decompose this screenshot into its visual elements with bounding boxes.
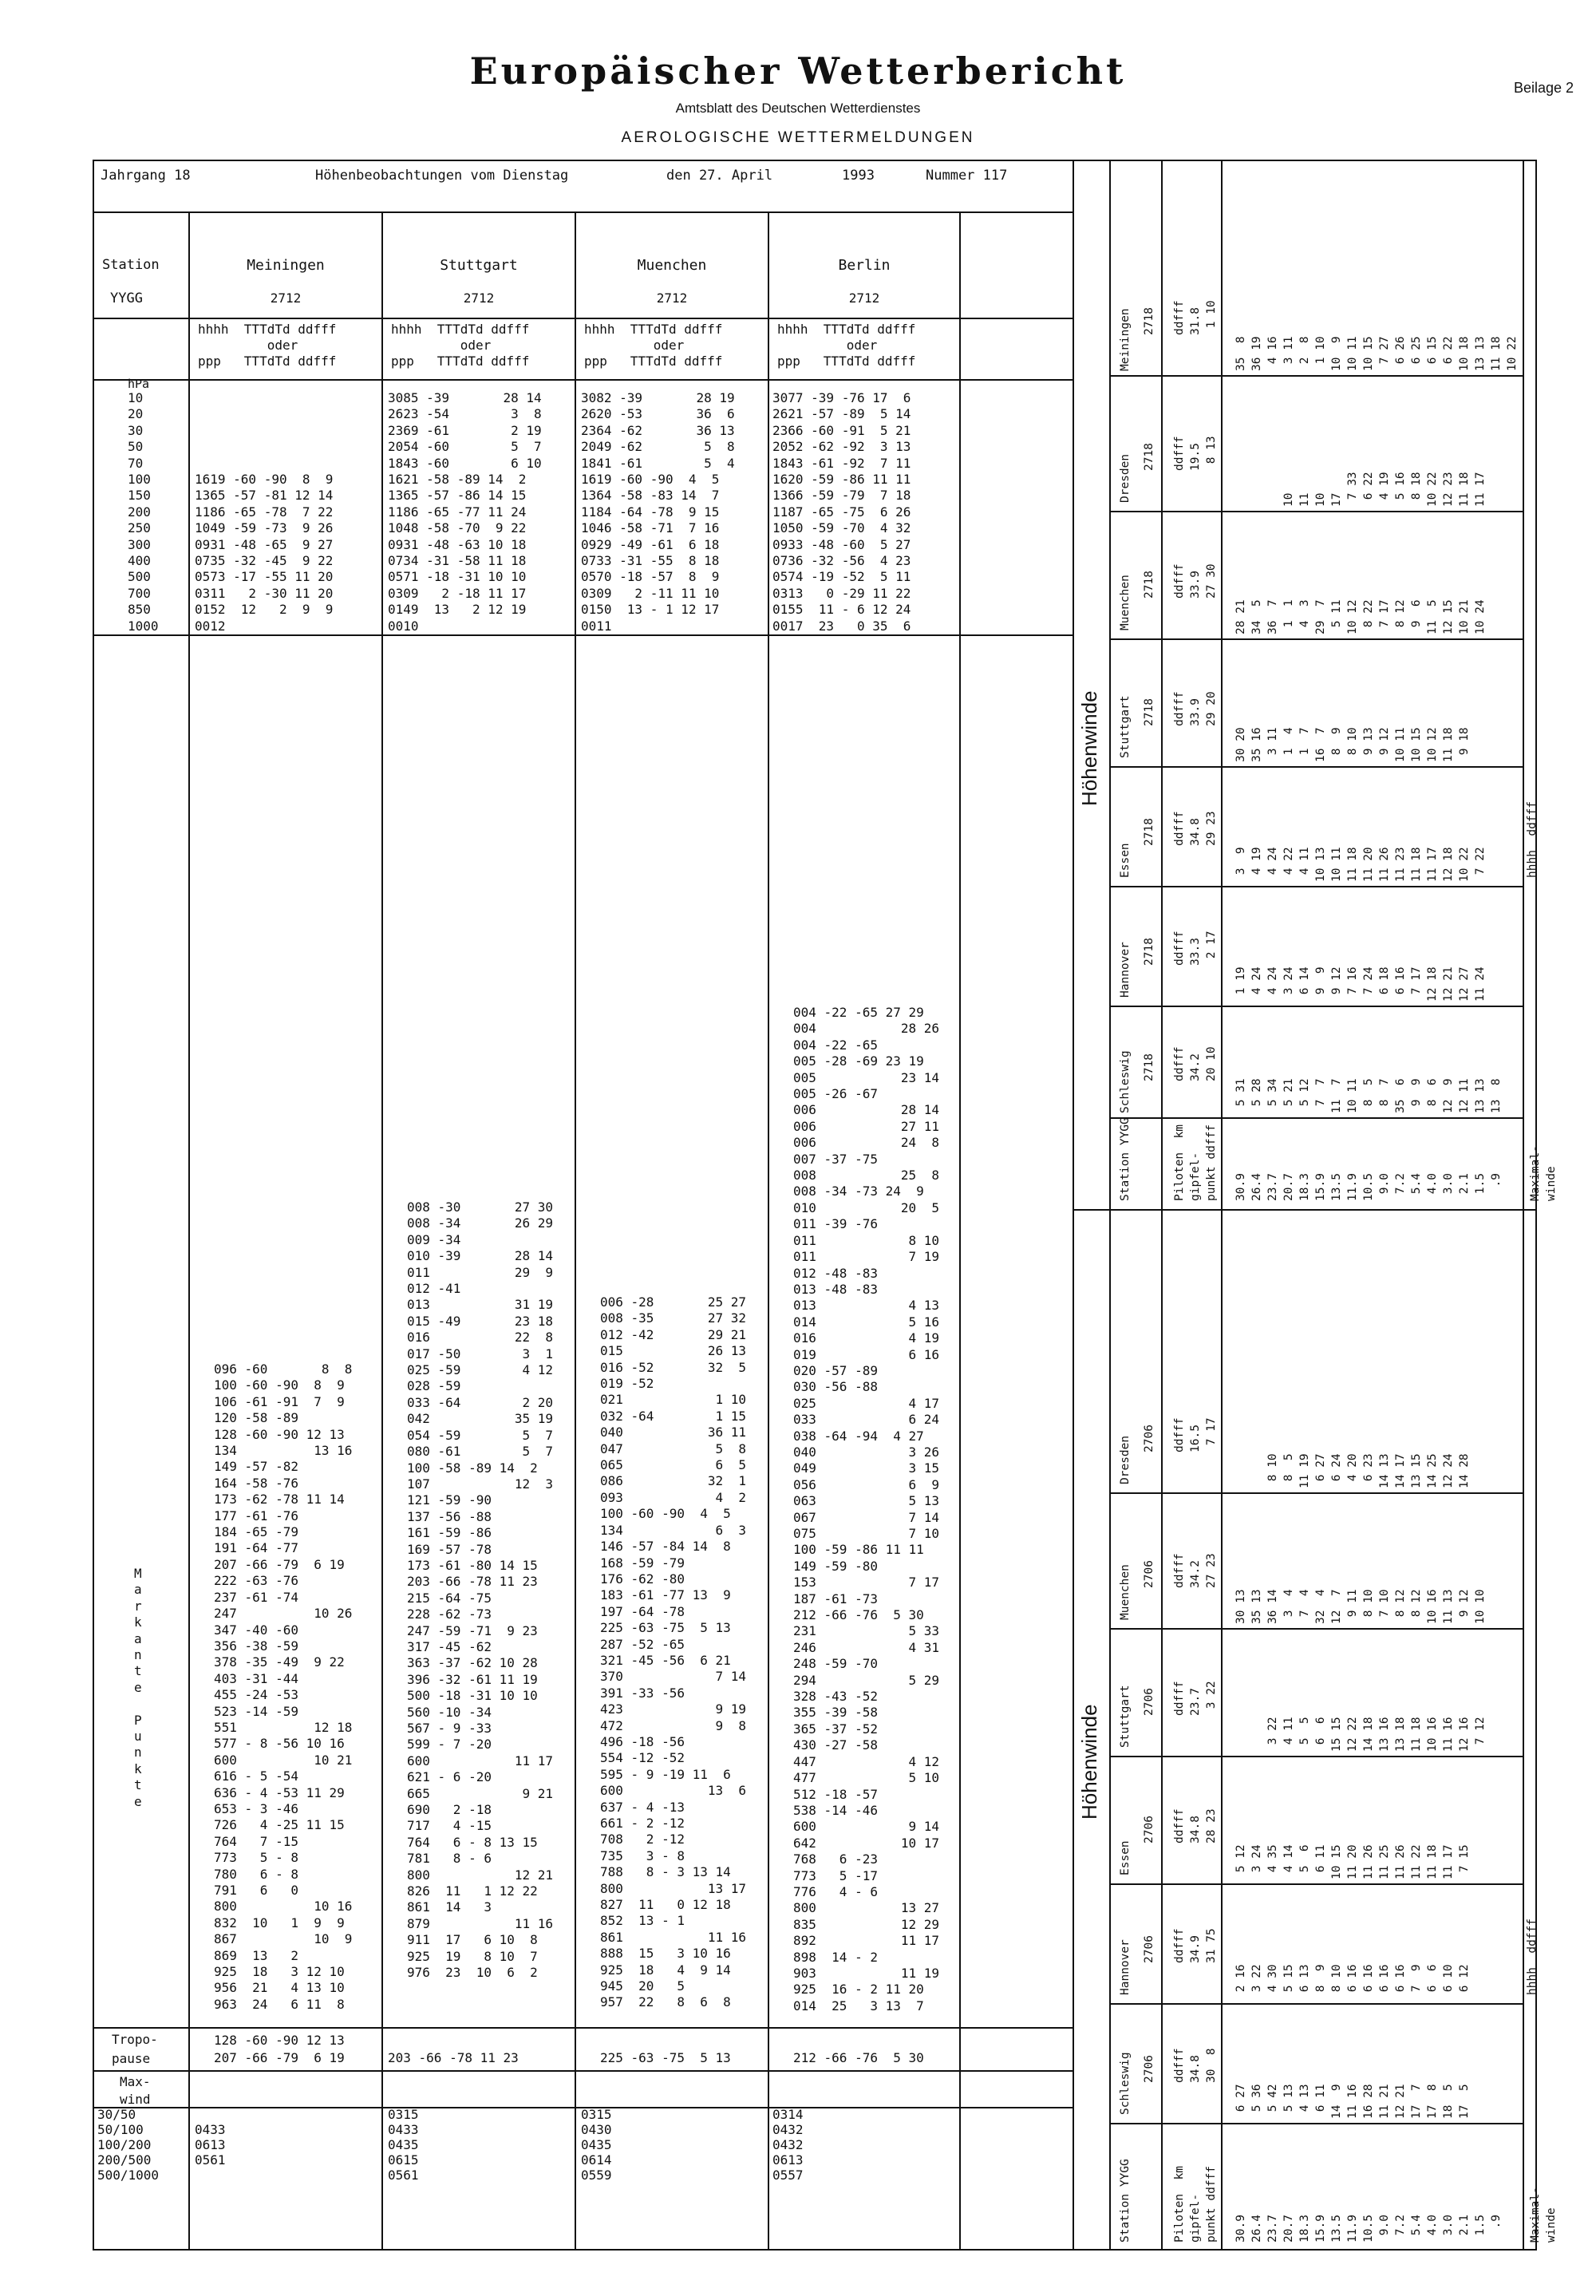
- pilot-top-data-essen: 3 9 4 19 4 24 4 22 4 11 10 13 10 11 11 18 11 20 11 26 11 23 11 18 11 17 12 18 10 22 7 22: [1235, 847, 1487, 882]
- year: 1993: [842, 168, 875, 184]
- tropopause-berlin: 212 -66 -76 5 30: [793, 2050, 924, 2065]
- pilot-top-station-yygg: Station YYGG: [1119, 1117, 1132, 1201]
- pilot-top-name-hannover: Hannover: [1119, 942, 1132, 998]
- pilot-bot-col-2: [1221, 1209, 1223, 2251]
- station-name-meiningen: Meiningen: [247, 257, 325, 274]
- pilot-top-name-muenchen: Muenchen: [1119, 575, 1132, 630]
- pilot-top-row-5: [1109, 886, 1523, 887]
- pilot-top-row-6: [1109, 1006, 1523, 1007]
- wind-levels: 30/50 50/100 100/200 200/500 500/1000: [97, 2107, 160, 2183]
- pilot-bot-yygg-essen: 2706: [1143, 1816, 1156, 1844]
- pilot-top-head-essen: ddfff 34.8 29 23: [1173, 811, 1218, 846]
- vline-2: [381, 211, 383, 2251]
- maxwind-berlin: 0314 0432 0432 0613 0557: [772, 2107, 804, 2183]
- tropopause-meiningen: 128 -60 -90 12 13 207 -66 -79 6 19: [214, 2033, 345, 2065]
- page-title: Europäischer Wetterbericht: [469, 49, 1127, 93]
- station-name-stuttgart: Stuttgart: [440, 257, 518, 274]
- pilot-top-head-dresden: ddfff 19.5 8 13: [1173, 436, 1218, 471]
- rule-head: [93, 318, 1073, 319]
- maxwind-muenchen: 0315 0430 0435 0614 0559: [581, 2107, 612, 2183]
- vline-7: [1109, 160, 1111, 2251]
- tropopause-muenchen: 225 -63 -75 5 13: [600, 2050, 731, 2065]
- pilot-bot-head-muenchen: ddfff 34.2 27 23: [1173, 1553, 1218, 1588]
- pilot-top-data-schleswig: 5 31 5 28 5 34 5 21 5 12 7 7 11 7 10 11 8 5 8 7 35 6 9 9 8 6 12 9 12 11 13 13 13 8: [1235, 1078, 1503, 1113]
- station-yygg-muenchen: 2712: [656, 290, 688, 306]
- pilot-top-piloten-km: 30.9 26.4 23.7 20.7 18.3 15.9 13.5 11.9 10.5 9.0 7.2 5.4 4.0 3.0 2.1 1.5 .9: [1235, 1173, 1503, 1201]
- date: den 27. April: [666, 168, 773, 184]
- pilot-top-yygg-schleswig: 2718: [1143, 1053, 1156, 1081]
- station-yygg-meiningen: 2712: [270, 290, 302, 306]
- sig-points-berlin: 004 -22 -65 27 29 004 28 26 004 -22 -65 005 -28 -69 23 19 005 23 14 005 -26 -67 006 28 14 006 27 11 006 24 8 007 -37 -75 008 25 8 008 -34 -73 24 9 010 20 5 011 -39 -76 011 8 10 011 7 19 012 -48 -83 013 -48 -83 013 4 13 014 5 16 016 4 19 019 6 16 020 -57 -89 030 -56 -88 025 4 17 033 6 24 038 -64 -94 4 27 040 3 26 049 3 15 056 6 9 063 5 13 067 7 14 075 7 10 100 -59 -86 11 11 149 -59 -80 153 7 17 187 -61 -73 212 -66 -76 5 30 231 5 33 246 4 31 248 -59 -70 294 5 29 328 -43 -52 355 -39 -58 365 -37 -52 430 -27 -58 447 4 12 477 5 10 512 -18 -57 538 -14 -46 600 9 14 642 10 17 768 6 -23 773 5 -17 776 4 - 6 800 13 27 835 12 29 892 11 17 898 14 - 2 903 11 19 925 16 - 2 11 20 014 25 3 13 7: [793, 1005, 940, 2013]
- station-label: Station: [102, 257, 160, 273]
- markante-punkte-label: M a r k a n t e P u n k t e: [134, 1566, 142, 1809]
- pilot-bot-row-4: [1109, 1883, 1523, 1885]
- std-levels-stuttgart: 3085 -39 28 14 2623 -54 3 8 2369 -61 2 19 2054 -60 5 7 1843 -60 6 10 1621 -58 -89 14 2 1365 -57 -86 14 15 1186 -65 -77 11 24 1048 -58 -70 9 22 0931 -48 -63 10 18 0734 -31 -58 11 18 0571 -18 -31 10 10 0309 2 -18 11 17 0149 13 2 12 19 0010: [388, 390, 542, 634]
- pilot-top-yygg-muenchen: 2718: [1143, 571, 1156, 599]
- tropopause-stuttgart: 203 -66 -78 11 23: [388, 2050, 519, 2065]
- pilot-bot-piloten-km: 30.9 26.4 23.7 20.7 18.3 15.9 13.5 11.9 10.5 9.0 7.2 5.4 4.0 3.0 2.1 1.5 .9: [1235, 2215, 1503, 2243]
- pilot-top-head-stuttgart: ddfff 33.9 29 20: [1173, 691, 1218, 726]
- vline-5: [959, 211, 961, 2251]
- rule-sig: [93, 2027, 1073, 2029]
- pilot-bot-data-schleswig: 6 27 5 36 5 42 5 13 4 13 6 11 14 9 11 16 16 28 11 21 12 21 17 7 17 8 18 5 17 5: [1235, 2084, 1471, 2119]
- rule-trop: [93, 2070, 1073, 2072]
- pilot-bot-data-muenchen: 30 13 35 13 36 14 3 4 7 4 32 4 12 7 9 11 8 10 7 10 8 12 8 12 10 16 11 13 9 12 10 10: [1235, 1589, 1487, 1624]
- pilot-bot-yygg-hannover: 2706: [1143, 1935, 1156, 1963]
- section-title: AEROLOGISCHE WETTERMELDUNGEN: [621, 129, 975, 146]
- station-name-muenchen: Muenchen: [637, 257, 707, 274]
- pilot-bot-yygg-dresden: 2706: [1143, 1425, 1156, 1452]
- pilot-top-data-dresden: 10 11 10 17 7 33 6 22 4 19 5 16 8 18 10 22 12 23 11 18 11 17: [1282, 472, 1487, 507]
- pilot-top-row-4: [1109, 766, 1523, 768]
- colhead-bottom-stuttgart: ppp TTTdTd ddfff: [391, 354, 530, 369]
- colhead-top-meiningen: hhhh TTTdTd ddfff oder: [198, 322, 337, 354]
- maxwind-stuttgart: 0315 0433 0435 0615 0561: [388, 2107, 419, 2183]
- pilot-bot-maximal: Maximal- winde: [1529, 2187, 1558, 2243]
- colhead-bottom-berlin: ppp TTTdTd ddfff: [777, 354, 916, 369]
- pilot-top-data-stuttgart: 30 20 35 16 3 11 1 4 1 7 16 7 8 9 8 10 9 13 9 12 10 11 10 15 10 12 11 18 9 18: [1235, 727, 1471, 762]
- pilot-bot-head-essen: ddfff 34.8 28 23: [1173, 1808, 1218, 1844]
- pilot-bot-data-essen: 5 12 3 24 4 35 4 14 5 6 6 11 10 15 11 20 11 26 11 25 11 26 11 22 11 18 11 17 7 15: [1235, 1844, 1471, 1879]
- pilot-top-data-hannover: 1 19 4 24 4 24 3 24 6 14 9 9 9 12 7 16 7 24 6 18 6 16 7 17 12 18 12 21 12 27 11 24: [1235, 966, 1487, 1002]
- station-yygg-stuttgart: 2712: [463, 290, 495, 306]
- description: Höhenbeobachtungen vom Dienstag: [315, 168, 569, 184]
- yygg-label: YYGG: [110, 290, 143, 306]
- pilot-top-yygg-essen: 2718: [1143, 818, 1156, 846]
- jahrgang: Jahrgang 18: [101, 168, 191, 184]
- pilot-top-yygg-dresden: 2718: [1143, 443, 1156, 471]
- pilot-top-head-schleswig: ddfff 34.2 20 10: [1173, 1046, 1218, 1081]
- pilot-top-name-schleswig: Schleswig: [1119, 1050, 1132, 1113]
- std-levels-berlin: 3077 -39 -76 17 6 2621 -57 -89 5 14 2366 -60 -91 5 21 2052 -62 -92 3 13 1843 -61 -92 7 11 1620 -59 -86 11 11 1366 -59 -79 7 18 1187 -65 -75 6 26 1050 -59 -70 4 32 0933 -48 -60 5 27 0736 -32 -56 4 23 0574 -19 -52 5 11 0313 0 -29 11 22 0155 11 - 6 12 24 0017 23 0 35 6: [772, 390, 911, 634]
- pilot-bot-row-5: [1109, 2003, 1523, 2005]
- pilot-top-yygg-stuttgart: 2718: [1143, 698, 1156, 726]
- pilot-bot-head-stuttgart: ddfff 23.7 3 22: [1173, 1681, 1218, 1716]
- pilot-top-yygg-meiningen: 2718: [1143, 307, 1156, 335]
- page-subtitle: Amtsblatt des Deutschen Wetterdienstes: [675, 101, 921, 116]
- hpa-label: hPa: [128, 377, 150, 391]
- rule-info: [93, 211, 1073, 213]
- pilot-bot-piloten-head: Piloten km gipfel- punkt ddfff: [1173, 2165, 1218, 2243]
- pilot-top-name-essen: Essen: [1119, 843, 1132, 878]
- pilot-bot-name-essen: Essen: [1119, 1840, 1132, 1875]
- vline-1: [188, 211, 190, 2251]
- vline-6: [1073, 160, 1074, 2251]
- pilot-top-col-2: [1221, 160, 1223, 1209]
- rule-std: [93, 634, 1073, 636]
- rule-hoehenwinde-split: [1073, 1209, 1109, 1211]
- pilot-top-data-meiningen: 35 8 36 19 4 16 3 11 2 8 1 10 10 9 10 11 10 15 7 27 6 26 6 25 6 15 6 22 10 18 13 13 11 18 10 22: [1235, 336, 1519, 371]
- beilage-label: Beilage 2: [1513, 80, 1574, 96]
- pilot-top-row-3: [1109, 638, 1523, 640]
- sig-points-meiningen: 096 -60 8 8 100 -60 -90 8 9 106 -61 -91 7 9 120 -58 -89 128 -60 -90 12 13 134 13 16 149 -57 -82 164 -58 -76 173 -62 -78 11 14 177 -61 -76 184 -65 -79 191 -64 -77 207 -66 -79 6 19 222 -63 -76 237 -61 -74 247 10 26 347 -40 -60 356 -38 -59 378 -35 -49 9 22 403 -31 -44 455 -24 -53 523 -14 -59 551 12 18 577 - 8 -56 10 16 600 10 21 616 - 5 -54 636 - 4 -53 11 29 653 - 3 -46 726 4 -25 11 15 764 7 -15 773 5 - 8 780 6 - 8 791 6 0 800 10 16 832 10 1 9 9 867 10 9 869 13 2 925 18 3 12 10 956 21 4 13 10 963 24 6 11 8: [214, 1361, 353, 2012]
- hoehenwinde-label-top: Höhenwinde: [1077, 690, 1101, 806]
- rule-pilot-split: [1109, 1209, 1537, 1211]
- pilot-bot-row-6: [1109, 2123, 1523, 2124]
- pilot-bot-station-yygg: Station YYGG: [1119, 2159, 1132, 2243]
- pilot-top-name-dresden: Dresden: [1119, 453, 1132, 503]
- colhead-bottom-muenchen: ppp TTTdTd ddfff: [584, 354, 723, 369]
- nummer: Nummer 117: [926, 168, 1008, 184]
- pilot-top-footer: hhhh ddfff: [1526, 800, 1539, 878]
- pilot-top-row-2: [1109, 511, 1523, 512]
- vline-3: [575, 211, 576, 2251]
- pilot-bot-row-3: [1109, 1756, 1523, 1757]
- pilot-bot-name-schleswig: Schleswig: [1119, 2052, 1132, 2115]
- hoehenwinde-label-bottom: Höhenwinde: [1077, 1704, 1101, 1820]
- pilot-top-name-meiningen: Meiningen: [1119, 308, 1132, 371]
- pilot-top-head-meiningen: ddfff 31.8 1 10: [1173, 300, 1218, 335]
- pilot-top-row-7: [1109, 1117, 1523, 1119]
- pilot-top-head-hannover: ddfff 33.3 2 17: [1173, 931, 1218, 966]
- pilot-top-data-muenchen: 28 21 34 5 36 7 1 1 4 3 29 7 5 11 10 12 8 22 7 17 8 12 9 6 11 5 12 15 10 21 10 24: [1235, 599, 1487, 634]
- pilot-bot-yygg-stuttgart: 2706: [1143, 1688, 1156, 1716]
- colhead-top-berlin: hhhh TTTdTd ddfff oder: [777, 322, 916, 354]
- pilot-bot-data-stuttgart: 3 22 4 11 5 5 6 6 15 15 12 22 14 18 13 16 13 18 11 18 10 16 11 16 12 16 7 12: [1266, 1717, 1487, 1752]
- pilot-top-yygg-hannover: 2718: [1143, 938, 1156, 966]
- pressure-levels: 10 20 30 50 70 100 150 200 250 300 400 500 700 850 1000: [128, 390, 159, 634]
- rule-colhead: [93, 379, 1073, 381]
- pilot-top-head-muenchen: ddfff 33.9 27 30: [1173, 563, 1218, 599]
- pilot-top-row-1: [1109, 375, 1523, 377]
- pilot-bot-data-dresden: 8 10 8 5 11 19 6 27 6 24 4 20 6 23 14 13 14 17 13 15 14 25 12 24 14 28: [1266, 1453, 1471, 1488]
- station-yygg-berlin: 2712: [848, 290, 880, 306]
- pilot-bot-head-schleswig: ddfff 34.8 30 8: [1173, 2048, 1218, 2083]
- pilot-bot-yygg-schleswig: 2706: [1143, 2055, 1156, 2083]
- pilot-top-name-stuttgart: Stuttgart: [1119, 695, 1132, 758]
- pilot-bot-row-1: [1109, 1492, 1523, 1494]
- pilot-bot-name-muenchen: Muenchen: [1119, 1564, 1132, 1620]
- pilot-bot-head-dresden: ddfff 16.5 7 17: [1173, 1417, 1218, 1452]
- pilot-bot-name-hannover: Hannover: [1119, 1939, 1132, 1995]
- colhead-top-stuttgart: hhhh TTTdTd ddfff oder: [391, 322, 530, 354]
- maxwind-meiningen: 0433 0613 0561: [195, 2122, 226, 2168]
- pilot-bot-yygg-muenchen: 2706: [1143, 1560, 1156, 1588]
- sig-points-muenchen: 006 -28 25 27 008 -35 27 32 012 -42 29 21 015 26 13 016 -52 32 5 019 -52 021 1 10 032 -64 1 15 040 36 11 047 5 8 065 6 5 086 32 1 093 4 2 100 -60 -90 4 5 134 6 3 146 -57 -84 14 8 168 -59 -79 176 -62 -80 183 -61 -77 13 9 197 -64 -78 225 -63 -75 5 13 287 -52 -65 321 -45 -56 6 21 370 7 14 391 -33 -56 423 9 19 472 9 8 496 -18 -56 554 -12 -52 595 - 9 -19 11 6 600 13 6 637 - 4 -13 661 - 2 -12 708 2 -12 735 3 - 8 788 8 - 3 13 14 800 13 17 827 11 0 12 18 852 13 - 1 861 11 16 888 15 3 10 16 925 18 4 9 14 945 20 5 957 22 8 6 8: [600, 1294, 747, 2010]
- sig-points-stuttgart: 008 -30 27 30 008 -34 26 29 009 -34 010 -39 28 14 011 29 9 012 -41 013 31 19 015 -49 23 18 016 22 8 017 -50 3 1 025 -59 4 12 028 -59 033 -64 2 20 042 35 19 054 -59 5 7 080 -61 5 7 100 -58 -89 14 2 107 12 3 121 -59 -90 137 -56 -88 161 -59 -86 169 -57 -78 173 -61 -80 14 15 203 -66 -78 11 23 215 -64 -75 228 -62 -73 247 -59 -71 9 23 317 -45 -62 363 -37 -62 10 28 396 -32 -61 11 19 500 -18 -31 10 10 560 -10 -34 567 - 9 -33 599 - 7 -20 600 11 17 621 - 6 -20 665 9 21 690 2 -18 717 4 -15 764 6 - 8 13 15 781 8 - 6 800 12 21 826 11 1 12 22 861 14 3 879 11 16 911 17 6 10 8 925 19 8 10 7 976 23 10 6 2: [407, 1199, 554, 1981]
- maxwind-label: Max- wind: [120, 2074, 151, 2107]
- pilot-bot-name-stuttgart: Stuttgart: [1119, 1685, 1132, 1748]
- pilot-bot-data-hannover: 2 16 3 22 4 30 5 15 6 13 8 9 8 10 6 16 6 16 6 16 6 16 7 9 6 6 6 10 6 12: [1235, 1964, 1471, 1993]
- vline-4: [768, 211, 769, 2251]
- station-name-berlin: Berlin: [838, 257, 891, 274]
- std-levels-meiningen: 1619 -60 -90 8 9 1365 -57 -81 12 14 1186 -65 -78 7 22 1049 -59 -73 9 26 0931 -48 -65 9 27 0735 -32 -45 9 22 0573 -17 -55 11 20 0311 2 -30 11 20 0152 12 2 9 9 0012: [195, 472, 334, 634]
- pilot-bot-col-1: [1161, 1209, 1163, 2251]
- tropopause-label: Tropo- pause: [112, 2032, 158, 2066]
- pilot-bot-head-hannover: ddfff 34.9 31 75: [1173, 1928, 1218, 1963]
- colhead-bottom-meiningen: ppp TTTdTd ddfff: [198, 354, 337, 369]
- pilot-top-maximal: Maximal- winde: [1529, 1145, 1558, 1201]
- colhead-top-muenchen: hhhh TTTdTd ddfff oder: [584, 322, 723, 354]
- pilot-bot-row-2: [1109, 1628, 1523, 1630]
- pilot-bot-footer: hhhh ddfff: [1526, 1918, 1539, 1995]
- pilot-top-piloten-head: Piloten km gipfel- punkt ddfff: [1173, 1124, 1218, 1201]
- pilot-top-col-1: [1161, 160, 1163, 1209]
- pilot-bot-name-dresden: Dresden: [1119, 1435, 1132, 1484]
- std-levels-muenchen: 3082 -39 28 19 2620 -53 36 6 2364 -62 36 13 2049 -62 5 8 1841 -61 5 4 1619 -60 -90 4 5 1364 -58 -83 14 7 1184 -64 -78 9 15 1046 -58 -71 7 16 0929 -49 -61 6 18 0733 -31 -55 8 18 0570 -18 -57 8 9 0309 2 -11 11 10 0150 13 - 1 12 17 0011: [581, 390, 735, 634]
